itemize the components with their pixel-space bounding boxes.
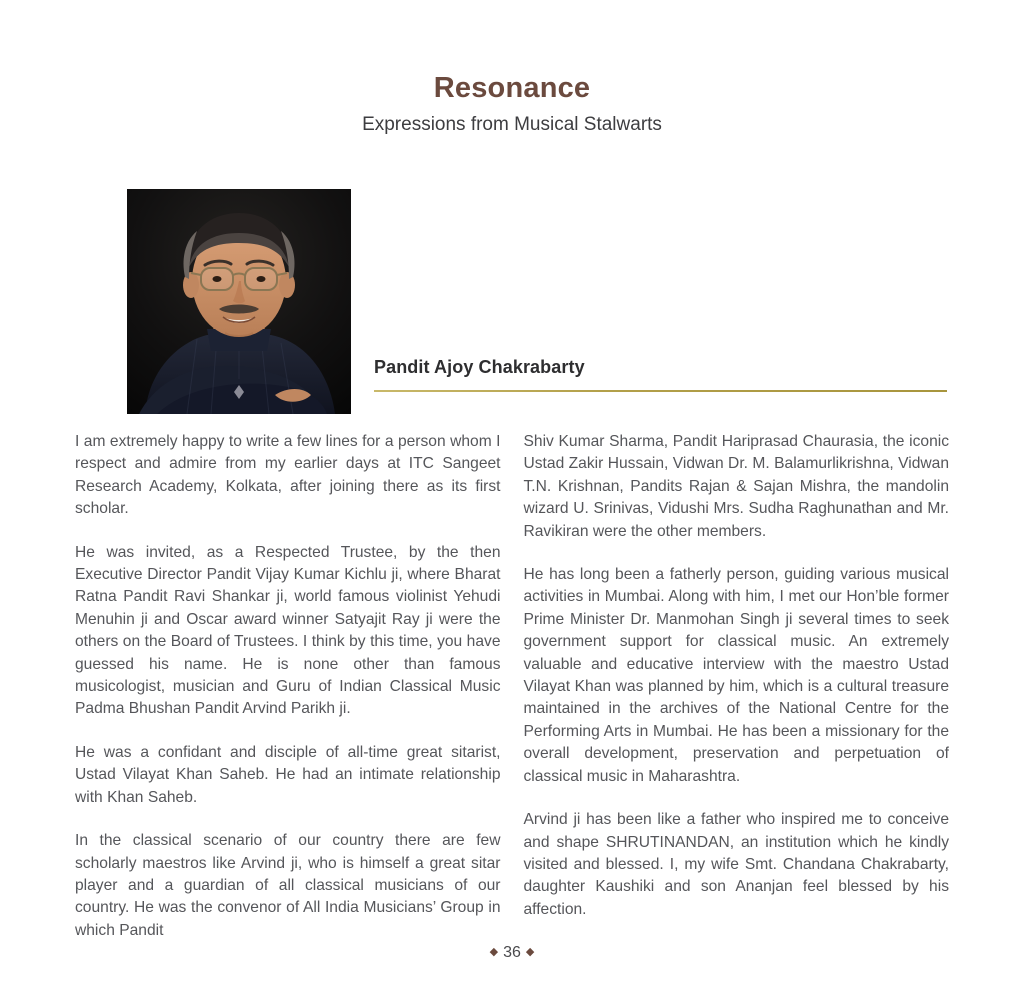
page-number: 36 — [503, 944, 521, 961]
photo-caption: Pandit Ajoy Chakrabarty — [374, 357, 585, 377]
paragraph: In the classical scenario of our country there are few scholarly maestros like Arvind ji, who is himself a great sitar player and a guardian of all classical musicians of our country. He was the convenor of All India Musicians’ Group in which Pandit — [75, 832, 501, 939]
paragraph: Arvind ji has been like a father who inspired me to conceive and shape SHRUTINANDAN, an institution which he kindly visited and blessed. I, my wife Smt. Chandana Chakrabarty, daughter Kaushiki and son Ananjan feel blessed by his affection. — [523, 811, 949, 918]
page-title: Resonance — [433, 72, 591, 104]
paragraph: He was a confidant and disciple of all-time great sitarist, Ustad Vilayat Khan Saheb. He had an intimate relationship with Khan Saheb. — [75, 743, 501, 806]
page-header — [0, 72, 1024, 136]
diamond-icon: ◆ — [525, 946, 535, 958]
article-body — [75, 431, 949, 942]
paragraph: Shiv Kumar Sharma, Pandit Hariprasad Chaurasia, the iconic Ustad Zakir Hussain, Vidwan Dr. M. Balamurlikrishna, Vidwan T.N. Krishnan, Pandits Rajan & Sajan Mishra, the mandolin wizard U. Srinivas, Vidushi Mrs. Sudha Raghunathan and Mr. Ravikiran were the other members. — [523, 433, 949, 540]
paragraph: He was invited, as a Respected Trustee, by the then Executive Director Pandit Vijay Kumar Kichlu ji, where Bharat Ratna Pandit Ravi Shankar ji, world famous violinist Yehudi Menuhin ji and Oscar award winner Satyajit Ray ji were the others on the Board of Trustees. I think by this time, you have guessed his name. He is none other than famous musicologist, musician and Guru of Indian Classical Music Padma Bhushan Pandit Arvind Parikh ji. — [75, 543, 501, 718]
paragraph: He has long been a fatherly person, guiding various musical activities in Mumbai. Along with him, I met our Hon’ble former Prime Minister Dr. Manmohan Singh ji several times to seek government support for classical music. An extremely valuable and educative interview with the maestro Ustad Vilayat Khan was planned by him, which is a cultural treasure maintained in the archives of the National Centre for the Performing Arts in Mumbai. He has been a missionary for the overall development, preservation and perpetuation of classical music in Maharashtra. — [523, 566, 949, 785]
left-column — [75, 431, 501, 942]
diamond-icon: ◆ — [489, 946, 499, 958]
pandit-ajoy-chakrabarty-portrait — [127, 189, 351, 414]
right-column — [524, 431, 950, 942]
paragraph: I am extremely happy to write a few lines for a person whom I respect and admire from my earlier days at ITC Sangeet Research Academy, Kolkata, after joining there as its first scholar. — [75, 433, 501, 518]
page-footer — [0, 944, 1024, 962]
page-subtitle: Expressions from Musical Stalwarts — [362, 114, 662, 135]
caption-gold-rule — [374, 390, 947, 392]
